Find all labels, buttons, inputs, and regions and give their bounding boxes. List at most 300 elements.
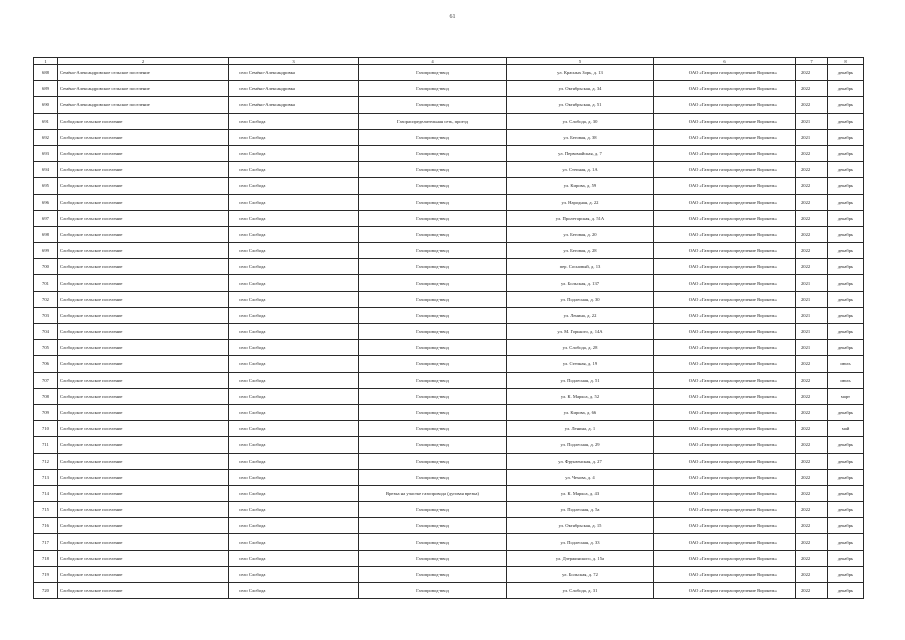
settlement-district-cell: Слободское сельское поселение (58, 194, 229, 210)
table-row (34, 291, 864, 307)
column-number: 8 (828, 58, 864, 65)
settlement-district-cell: Слободское сельское поселение (58, 307, 229, 323)
address-cell: ул. Подлесная, д. 5а (507, 502, 654, 518)
table-row (34, 421, 864, 437)
year-cell: 2021 (796, 113, 828, 129)
object-type-cell: Газопровод-ввод (359, 583, 507, 599)
table-row (34, 518, 864, 534)
organization-cell: ОАО «Газпром газораспределение Воронеж» (654, 113, 796, 129)
row-index-cell: 696 (34, 194, 58, 210)
object-type-cell: Газопровод-ввод (359, 97, 507, 113)
settlement-district-cell: Слободское сельское поселение (58, 210, 229, 226)
locality-cell: село Слобода (229, 356, 359, 372)
address-cell: ул. Народная, д. 22 (507, 194, 654, 210)
locality-cell: село Слобода (229, 340, 359, 356)
organization-cell: ОАО «Газпром газораспределение Воронеж» (654, 550, 796, 566)
object-type-cell: Газопровод-ввод (359, 324, 507, 340)
table-row (34, 145, 864, 161)
table-row (34, 356, 864, 372)
address-cell: ул. Ленина, д. 1 (507, 421, 654, 437)
row-index-cell: 690 (34, 97, 58, 113)
row-index-cell: 689 (34, 81, 58, 97)
year-cell: 2022 (796, 485, 828, 501)
year-cell: 2022 (796, 566, 828, 582)
object-type-cell: Газопровод-ввод (359, 129, 507, 145)
month-cell: декабрь (828, 210, 864, 226)
year-cell: 2022 (796, 550, 828, 566)
year-cell: 2022 (796, 226, 828, 242)
locality-cell: село Слобода (229, 178, 359, 194)
locality-cell: село Слобода (229, 210, 359, 226)
table-row (34, 437, 864, 453)
settlement-district-cell: Слободское сельское поселение (58, 113, 229, 129)
settlement-district-cell: Слободское сельское поселение (58, 226, 229, 242)
address-cell: ул. Подлесная, д. 51 (507, 372, 654, 388)
organization-cell: ОАО «Газпром газораспределение Воронеж» (654, 518, 796, 534)
table-row (34, 372, 864, 388)
column-number: 7 (796, 58, 828, 65)
object-type-cell: Газопровод-ввод (359, 534, 507, 550)
locality-cell: село Слобода (229, 259, 359, 275)
organization-cell: ОАО «Газпром газораспределение Воронеж» (654, 485, 796, 501)
row-index-cell: 709 (34, 404, 58, 420)
locality-cell: село Слобода (229, 502, 359, 518)
year-cell: 2022 (796, 453, 828, 469)
address-cell: ул. Кирова, д. 59 (507, 178, 654, 194)
column-number-row (34, 58, 864, 65)
month-cell: декабрь (828, 226, 864, 242)
locality-cell: село Слобода (229, 485, 359, 501)
year-cell: 2022 (796, 502, 828, 518)
month-cell: декабрь (828, 97, 864, 113)
locality-cell: село Слобода (229, 275, 359, 291)
settlement-district-cell: Слободское сельское поселение (58, 162, 229, 178)
row-index-cell: 703 (34, 307, 58, 323)
locality-cell: село Слобода (229, 113, 359, 129)
settlement-district-cell: Слободское сельское поселение (58, 518, 229, 534)
locality-cell: село Слобода (229, 291, 359, 307)
year-cell: 2022 (796, 243, 828, 259)
object-type-cell: Врезка на участке газопровода (дуговая врезка) (359, 485, 507, 501)
row-index-cell: 711 (34, 437, 58, 453)
settlement-district-cell: Слободское сельское поселение (58, 372, 229, 388)
table-row (34, 307, 864, 323)
row-index-cell: 705 (34, 340, 58, 356)
row-index-cell: 715 (34, 502, 58, 518)
settlement-district-cell: Семёно-Александровское сельское поселение (58, 65, 229, 81)
table-row (34, 583, 864, 599)
organization-cell: ОАО «Газпром газораспределение Воронеж» (654, 243, 796, 259)
table-row (34, 566, 864, 582)
year-cell: 2022 (796, 145, 828, 161)
object-type-cell: Газопровод-ввод (359, 81, 507, 97)
organization-cell: ОАО «Газпром газораспределение Воронеж» (654, 566, 796, 582)
year-cell: 2022 (796, 81, 828, 97)
settlement-district-cell: Слободское сельское поселение (58, 437, 229, 453)
locality-cell: село Семёно-Александровка (229, 65, 359, 81)
settlement-district-cell: Слободское сельское поселение (58, 534, 229, 550)
address-cell: ул. Беговая, д. 28 (507, 243, 654, 259)
month-cell: декабрь (828, 194, 864, 210)
table-row (34, 388, 864, 404)
column-number: 6 (654, 58, 796, 65)
row-index-cell: 717 (34, 534, 58, 550)
table-row (34, 81, 864, 97)
year-cell: 2021 (796, 275, 828, 291)
row-index-cell: 716 (34, 518, 58, 534)
table-row (34, 226, 864, 242)
organization-cell: ОАО «Газпром газораспределение Воронеж» (654, 534, 796, 550)
locality-cell: село Слобода (229, 453, 359, 469)
year-cell: 2022 (796, 469, 828, 485)
column-number: 5 (507, 58, 654, 65)
row-index-cell: 694 (34, 162, 58, 178)
month-cell: декабрь (828, 291, 864, 307)
column-number: 1 (34, 58, 58, 65)
object-type-cell: Газопровод-ввод (359, 259, 507, 275)
locality-cell: село Слобода (229, 566, 359, 582)
month-cell: декабрь (828, 307, 864, 323)
row-index-cell: 707 (34, 372, 58, 388)
year-cell: 2021 (796, 324, 828, 340)
year-cell: 2022 (796, 388, 828, 404)
locality-cell: село Слобода (229, 469, 359, 485)
settlement-district-cell: Слободское сельское поселение (58, 340, 229, 356)
row-index-cell: 695 (34, 178, 58, 194)
table-row (34, 162, 864, 178)
table-row (34, 210, 864, 226)
table-row (34, 469, 864, 485)
row-index-cell: 712 (34, 453, 58, 469)
settlement-district-cell: Слободское сельское поселение (58, 291, 229, 307)
organization-cell: ОАО «Газпром газораспределение Воронеж» (654, 145, 796, 161)
year-cell: 2022 (796, 97, 828, 113)
year-cell: 2022 (796, 421, 828, 437)
locality-cell: село Слобода (229, 372, 359, 388)
month-cell: декабрь (828, 502, 864, 518)
year-cell: 2022 (796, 194, 828, 210)
address-cell: ул. Беговая, д. 38 (507, 129, 654, 145)
settlement-district-cell: Слободское сельское поселение (58, 583, 229, 599)
settlement-district-cell: Слободское сельское поселение (58, 453, 229, 469)
month-cell: декабрь (828, 162, 864, 178)
organization-cell: ОАО «Газпром газораспределение Воронеж» (654, 226, 796, 242)
locality-cell: село Слобода (229, 194, 359, 210)
locality-cell: село Слобода (229, 534, 359, 550)
settlement-district-cell: Слободское сельское поселение (58, 485, 229, 501)
address-cell: ул. Степная, д. 19 (507, 356, 654, 372)
address-cell: ул. Степная, д. 1А (507, 162, 654, 178)
month-cell: декабрь (828, 65, 864, 81)
object-type-cell: Газопровод-ввод (359, 372, 507, 388)
year-cell: 2022 (796, 372, 828, 388)
address-cell: ул. Беговая, д. 20 (507, 226, 654, 242)
table-row (34, 502, 864, 518)
row-index-cell: 720 (34, 583, 58, 599)
address-cell: ул. Октябрьская, д. 15 (507, 518, 654, 534)
row-index-cell: 719 (34, 566, 58, 582)
month-cell: декабрь (828, 550, 864, 566)
locality-cell: село Слобода (229, 421, 359, 437)
locality-cell: село Слобода (229, 583, 359, 599)
month-cell: декабрь (828, 469, 864, 485)
organization-cell: ОАО «Газпром газораспределение Воронеж» (654, 453, 796, 469)
month-cell: декабрь (828, 518, 864, 534)
organization-cell: ОАО «Газпром газораспределение Воронеж» (654, 275, 796, 291)
settlement-district-cell: Слободское сельское поселение (58, 469, 229, 485)
address-cell: ул. Слобода, д. 30 (507, 113, 654, 129)
table-row (34, 340, 864, 356)
organization-cell: ОАО «Газпром газораспределение Воронеж» (654, 340, 796, 356)
organization-cell: ОАО «Газпром газораспределение Воронеж» (654, 194, 796, 210)
gas-connection-table (33, 57, 864, 599)
object-type-cell: Газопровод-ввод (359, 566, 507, 582)
settlement-district-cell: Слободское сельское поселение (58, 129, 229, 145)
settlement-district-cell: Слободское сельское поселение (58, 275, 229, 291)
row-index-cell: 706 (34, 356, 58, 372)
address-cell: ул. Дзержинского, д. 15а (507, 550, 654, 566)
table-row (34, 97, 864, 113)
table-row (34, 194, 864, 210)
table-row (34, 243, 864, 259)
organization-cell: ОАО «Газпром газораспределение Воронеж» (654, 162, 796, 178)
locality-cell: село Слобода (229, 437, 359, 453)
table-row (34, 534, 864, 550)
row-index-cell: 718 (34, 550, 58, 566)
object-type-cell: Газопровод-ввод (359, 162, 507, 178)
column-number: 4 (359, 58, 507, 65)
settlement-district-cell: Слободское сельское поселение (58, 566, 229, 582)
row-index-cell: 692 (34, 129, 58, 145)
object-type-cell: Газопровод-ввод (359, 388, 507, 404)
month-cell: декабрь (828, 583, 864, 599)
object-type-cell: Газопровод-ввод (359, 291, 507, 307)
table-row (34, 129, 864, 145)
table-row (34, 65, 864, 81)
object-type-cell: Газопровод-ввод (359, 243, 507, 259)
month-cell: декабрь (828, 534, 864, 550)
row-index-cell: 699 (34, 243, 58, 259)
locality-cell: село Семёно-Александровка (229, 81, 359, 97)
address-cell: ул. К. Маркса, д. 52 (507, 388, 654, 404)
address-cell: ул. Первомайская, д. 7 (507, 145, 654, 161)
month-cell: декабрь (828, 178, 864, 194)
object-type-cell: Газопровод-ввод (359, 356, 507, 372)
month-cell: июль (828, 356, 864, 372)
row-index-cell: 713 (34, 469, 58, 485)
object-type-cell: Газораспределительная сеть, проезд (359, 113, 507, 129)
organization-cell: ОАО «Газпром газораспределение Воронеж» (654, 469, 796, 485)
locality-cell: село Слобода (229, 243, 359, 259)
month-cell: декабрь (828, 113, 864, 129)
month-cell: декабрь (828, 453, 864, 469)
row-index-cell: 710 (34, 421, 58, 437)
month-cell: декабрь (828, 81, 864, 97)
address-cell: ул. Подлесная, д. 33 (507, 534, 654, 550)
object-type-cell: Газопровод-ввод (359, 518, 507, 534)
organization-cell: ОАО «Газпром газораспределение Воронеж» (654, 356, 796, 372)
locality-cell: село Слобода (229, 226, 359, 242)
organization-cell: ОАО «Газпром газораспределение Воронеж» (654, 259, 796, 275)
object-type-cell: Газопровод-ввод (359, 226, 507, 242)
month-cell: декабрь (828, 259, 864, 275)
object-type-cell: Газопровод-ввод (359, 275, 507, 291)
column-number: 2 (58, 58, 229, 65)
address-cell: ул. Подлесная, д. 30 (507, 291, 654, 307)
year-cell: 2022 (796, 534, 828, 550)
organization-cell: ОАО «Газпром газораспределение Воронеж» (654, 97, 796, 113)
locality-cell: село Слобода (229, 145, 359, 161)
object-type-cell: Газопровод-ввод (359, 453, 507, 469)
locality-cell: село Слобода (229, 518, 359, 534)
organization-cell: ОАО «Газпром газораспределение Воронеж» (654, 583, 796, 599)
table-row (34, 324, 864, 340)
organization-cell: ОАО «Газпром газораспределение Воронеж» (654, 129, 796, 145)
settlement-district-cell: Слободское сельское поселение (58, 243, 229, 259)
month-cell: июль (828, 372, 864, 388)
column-number: 3 (229, 58, 359, 65)
object-type-cell: Газопровод-ввод (359, 210, 507, 226)
row-index-cell: 697 (34, 210, 58, 226)
month-cell: март (828, 388, 864, 404)
year-cell: 2022 (796, 210, 828, 226)
year-cell: 2022 (796, 162, 828, 178)
row-index-cell: 704 (34, 324, 58, 340)
year-cell: 2022 (796, 65, 828, 81)
object-type-cell: Газопровод-ввод (359, 178, 507, 194)
month-cell: май (828, 421, 864, 437)
object-type-cell: Газопровод-ввод (359, 340, 507, 356)
locality-cell: село Слобода (229, 388, 359, 404)
row-index-cell: 700 (34, 259, 58, 275)
settlement-district-cell: Слободское сельское поселение (58, 421, 229, 437)
settlement-district-cell: Семёно-Александровское сельское поселение (58, 97, 229, 113)
settlement-district-cell: Слободское сельское поселение (58, 145, 229, 161)
organization-cell: ОАО «Газпром газораспределение Воронеж» (654, 307, 796, 323)
row-index-cell: 714 (34, 485, 58, 501)
organization-cell: ОАО «Газпром газораспределение Воронеж» (654, 324, 796, 340)
address-cell: ул. Слобода, д. 31 (507, 583, 654, 599)
organization-cell: ОАО «Газпром газораспределение Воронеж» (654, 210, 796, 226)
row-index-cell: 698 (34, 226, 58, 242)
address-cell: ул. Октябрьская, д. 34 (507, 81, 654, 97)
month-cell: декабрь (828, 129, 864, 145)
month-cell: декабрь (828, 324, 864, 340)
object-type-cell: Газопровод-ввод (359, 145, 507, 161)
table-row (34, 275, 864, 291)
address-cell: пер. Сосновый, д. 13 (507, 259, 654, 275)
locality-cell: село Слобода (229, 307, 359, 323)
year-cell: 2021 (796, 291, 828, 307)
object-type-cell: Газопровод-ввод (359, 194, 507, 210)
row-index-cell: 691 (34, 113, 58, 129)
table-row (34, 178, 864, 194)
organization-cell: ОАО «Газпром газораспределение Воронеж» (654, 421, 796, 437)
object-type-cell: Газопровод-ввод (359, 469, 507, 485)
locality-cell: село Слобода (229, 129, 359, 145)
row-index-cell: 708 (34, 388, 58, 404)
month-cell: декабрь (828, 437, 864, 453)
locality-cell: село Слобода (229, 324, 359, 340)
settlement-district-cell: Семёно-Александровское сельское поселение (58, 81, 229, 97)
address-cell: ул. М. Горького, д. 14А (507, 324, 654, 340)
month-cell: декабрь (828, 243, 864, 259)
row-index-cell: 693 (34, 145, 58, 161)
address-cell: ул. Пролетарская, д. 51А (507, 210, 654, 226)
year-cell: 2022 (796, 404, 828, 420)
settlement-district-cell: Слободское сельское поселение (58, 404, 229, 420)
month-cell: декабрь (828, 485, 864, 501)
year-cell: 2021 (796, 307, 828, 323)
object-type-cell: Газопровод-ввод (359, 550, 507, 566)
organization-cell: ОАО «Газпром газораспределение Воронеж» (654, 404, 796, 420)
table-row (34, 259, 864, 275)
address-cell: ул. Больская, д. 72 (507, 566, 654, 582)
object-type-cell: Газопровод-ввод (359, 502, 507, 518)
row-index-cell: 688 (34, 65, 58, 81)
table-row (34, 550, 864, 566)
row-index-cell: 701 (34, 275, 58, 291)
object-type-cell: Газопровод-ввод (359, 404, 507, 420)
year-cell: 2022 (796, 259, 828, 275)
year-cell: 2022 (796, 583, 828, 599)
year-cell: 2022 (796, 518, 828, 534)
address-cell: ул. Ленина, д. 22 (507, 307, 654, 323)
object-type-cell: Газопровод-ввод (359, 307, 507, 323)
organization-cell: ОАО «Газпром газораспределение Воронеж» (654, 65, 796, 81)
address-cell: ул. Слобода, д. 28 (507, 340, 654, 356)
address-cell: ул. К. Маркса, д. 43 (507, 485, 654, 501)
organization-cell: ОАО «Газпром газораспределение Воронеж» (654, 291, 796, 307)
address-cell: ул. Красных Зорь, д. 13 (507, 65, 654, 81)
month-cell: декабрь (828, 145, 864, 161)
year-cell: 2022 (796, 437, 828, 453)
object-type-cell: Газопровод-ввод (359, 421, 507, 437)
settlement-district-cell: Слободское сельское поселение (58, 178, 229, 194)
address-cell: ул. Фрунзенская, д. 27 (507, 453, 654, 469)
settlement-district-cell: Слободское сельское поселение (58, 550, 229, 566)
month-cell: декабрь (828, 340, 864, 356)
settlement-district-cell: Слободское сельское поселение (58, 388, 229, 404)
address-cell: ул. Больская, д. 137 (507, 275, 654, 291)
locality-cell: село Слобода (229, 404, 359, 420)
address-cell: ул. Подлесная, д. 29 (507, 437, 654, 453)
settlement-district-cell: Слободское сельское поселение (58, 259, 229, 275)
year-cell: 2022 (796, 178, 828, 194)
month-cell: декабрь (828, 275, 864, 291)
year-cell: 2021 (796, 129, 828, 145)
organization-cell: ОАО «Газпром газораспределение Воронеж» (654, 437, 796, 453)
settlement-district-cell: Слободское сельское поселение (58, 502, 229, 518)
row-index-cell: 702 (34, 291, 58, 307)
organization-cell: ОАО «Газпром газораспределение Воронеж» (654, 81, 796, 97)
month-cell: декабрь (828, 404, 864, 420)
address-cell: ул. Кирова, д. 66 (507, 404, 654, 420)
address-cell: ул. Октябрьская, д. 51 (507, 97, 654, 113)
table-row (34, 404, 864, 420)
locality-cell: село Слобода (229, 162, 359, 178)
object-type-cell: Газопровод-ввод (359, 437, 507, 453)
year-cell: 2022 (796, 356, 828, 372)
page-number: 61 (449, 14, 456, 20)
object-type-cell: Газопровод-ввод (359, 65, 507, 81)
table-row (34, 453, 864, 469)
table-row (34, 485, 864, 501)
locality-cell: село Слобода (229, 550, 359, 566)
locality-cell: село Семёно-Александровка (229, 97, 359, 113)
organization-cell: ОАО «Газпром газораспределение Воронеж» (654, 178, 796, 194)
address-cell: ул. Чехова, д. 4 (507, 469, 654, 485)
